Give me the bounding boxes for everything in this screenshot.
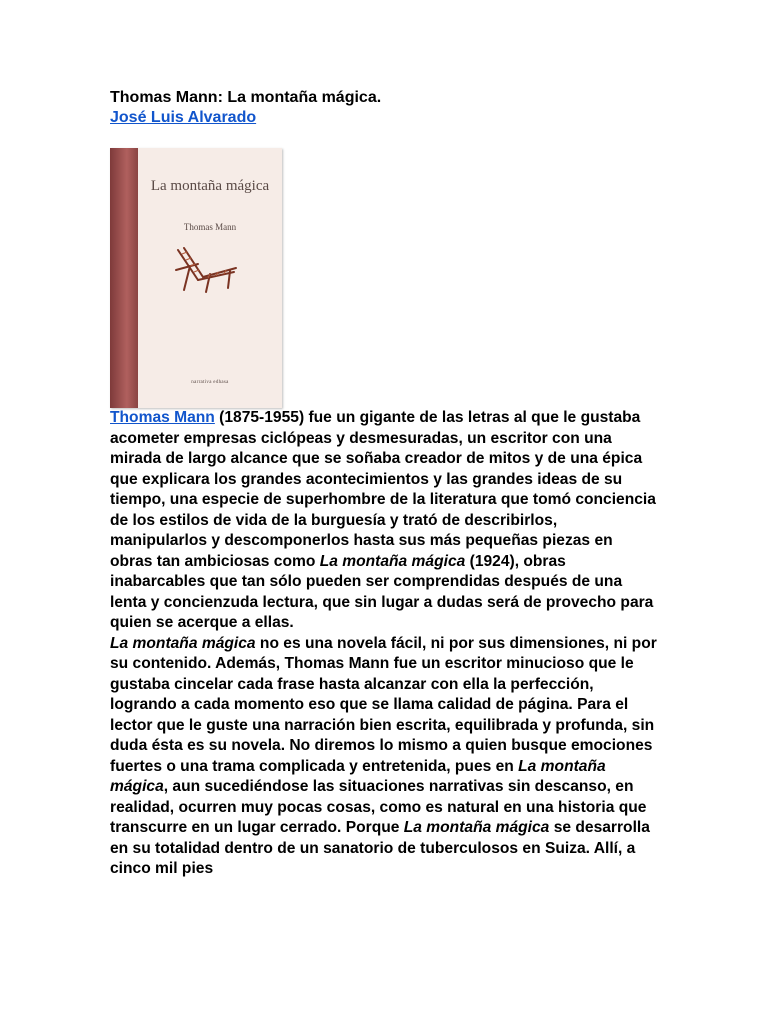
paragraph-1-text-b: (1924), obras inabarcables que tan sólo pueden ser comprendidas después de una lenta y concienzuda lectura, que sin lugar a dudas será de provecho para quien se acerque a ellas. bbox=[110, 552, 654, 631]
cover-title: La montaña mágica bbox=[150, 178, 270, 194]
paragraph-2 bbox=[110, 634, 658, 880]
paragraph-2-text-b: , aun sucediéndose las situaciones narrativas sin descanso, en realidad, ocurren muy pocas cosas, como es natural en una historia que transcurre en un lugar cerrado. Porque bbox=[110, 778, 647, 836]
deck-chair-icon bbox=[170, 244, 242, 296]
paragraph-1 bbox=[110, 408, 658, 634]
document-title: Thomas Mann: La montaña mágica. bbox=[110, 89, 382, 106]
paragraph-1-text-a: (1875-1955) fue un gigante de las letras al que le gustaba acometer empresas ciclópeas y desmesuradas, un escritor con una mirada de largo alcance que se soñaba creador de mitos y de una épica que explicara los grandes acontecimientos y las grandes ideas de su tiempo, una especie de superhombre de la literatura que tomó conciencia de los estilos de vida de la burguesía y trató de describirlos, manipularlos y descomponerlos hasta sus más pequeñas piezas en obras tan ambiciosas como bbox=[110, 409, 656, 570]
book-title-italic: La montaña mágica bbox=[319, 552, 466, 570]
cover-author: Thomas Mann bbox=[183, 222, 237, 232]
paragraph-2-text-c: se desarrolla en su totalidad dentro de un sanatorio de tuberculosos en Suiza. Allí, a cinco mil pies bbox=[110, 819, 650, 877]
book-title-italic: La montaña mágica bbox=[110, 634, 256, 652]
cover-publisher: narrativa edhasa bbox=[191, 380, 229, 385]
thomas-mann-link[interactable]: Thomas Mann bbox=[110, 409, 215, 426]
book-cover-image bbox=[110, 148, 282, 408]
article-body bbox=[110, 408, 658, 880]
book-spine bbox=[110, 148, 138, 408]
paragraph-2-text-a: no es una novela fácil, ni por sus dimensiones, ni por su contenido. Además, Thomas Mann fue un escritor minucioso que le gustaba cincelar cada frase hasta alcanzar con ella la perfección, logrando a cada momento eso que se llama calidad de página. Para el lector que le guste una narración bien escrita, equilibrada y profunda, sin duda ésta es su novela. No diremos lo mismo a quien busque emociones fuertes o una trama complicada y entretenida, pues en bbox=[110, 634, 657, 775]
author-link[interactable]: José Luis Alvarado bbox=[110, 109, 257, 126]
book-title-italic: La montaña mágica bbox=[110, 757, 606, 795]
book-title-italic: La montaña mágica bbox=[403, 819, 550, 836]
